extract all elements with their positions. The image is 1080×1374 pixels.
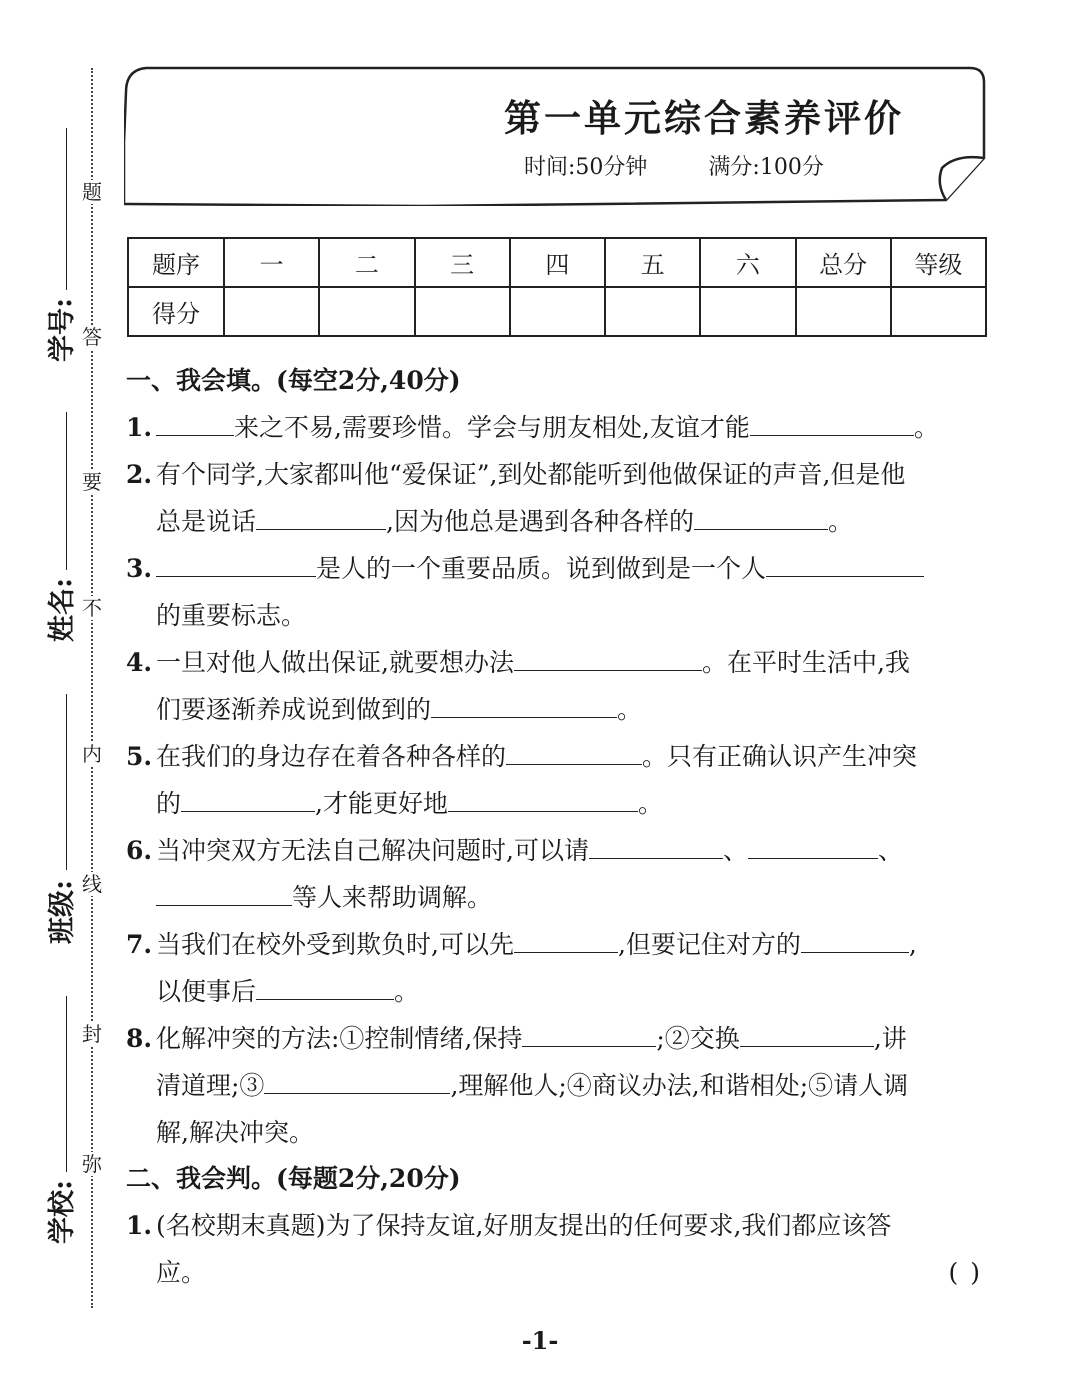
score-cell[interactable] — [510, 287, 605, 336]
question-text: 。 — [394, 977, 420, 1006]
question-text: ,才能更好地 — [315, 789, 448, 818]
score-cell[interactable] — [891, 287, 986, 336]
question-5 — [126, 733, 986, 780]
column-header: 四 — [510, 238, 605, 287]
question-text: 一旦对他人做出保证,就要想办法 — [156, 648, 514, 677]
question-text: 、 — [722, 836, 748, 865]
class-label: 班级: — [47, 880, 78, 944]
question-number: 3. — [126, 554, 153, 583]
question-8-line2 — [126, 1062, 986, 1109]
answer-blank[interactable] — [448, 781, 638, 812]
table-row — [128, 238, 986, 287]
question-7-line2 — [126, 968, 986, 1015]
question-text: 、 — [877, 836, 903, 865]
question-text: 。只有正确认识产生冲突 — [642, 742, 918, 771]
answer-blank[interactable] — [589, 828, 723, 859]
question-text: ,因为他总是遇到各种各样的 — [386, 507, 694, 536]
full-score: 满分:100分 — [708, 155, 824, 180]
column-header: 三 — [415, 238, 510, 287]
question-text: 化解冲突的方法:①控制情绪,保持 — [156, 1024, 523, 1053]
question-text: ,理解他人;④商议办法,和谐相处;⑤请人调 — [450, 1071, 909, 1100]
question-text: , — [908, 930, 917, 959]
question-8 — [126, 1015, 986, 1062]
question-text: 的 — [156, 789, 182, 818]
binding-word: 弥 — [82, 1152, 102, 1176]
answer-blank[interactable] — [156, 405, 234, 436]
question-text: 有个同学,大家都叫他“爱保证”,到处都能听到他做保证的声音,但是他 — [156, 460, 906, 489]
question-text: 等人来帮助调解。 — [292, 883, 493, 912]
question-text: 。 — [913, 413, 939, 442]
question-number: 6. — [126, 836, 153, 865]
answer-blank[interactable] — [256, 969, 394, 1000]
answer-blank[interactable] — [514, 922, 618, 953]
score-cell[interactable] — [415, 287, 510, 336]
question-number: 2. — [126, 460, 153, 489]
question-number: 7. — [126, 930, 153, 959]
score-cell[interactable] — [796, 287, 891, 336]
question-6 — [126, 827, 986, 874]
judge-question-1 — [126, 1202, 986, 1249]
answer-blank[interactable] — [514, 640, 702, 671]
page-title: 第一单元综合素养评价 — [504, 96, 904, 140]
question-text: 。 — [617, 695, 643, 724]
answer-blank[interactable] — [181, 781, 315, 812]
time-limit: 时间:50分钟 — [524, 155, 648, 180]
score-cell[interactable] — [605, 287, 700, 336]
question-text: 以便事后 — [156, 977, 257, 1006]
question-text: ;②交换 — [656, 1024, 740, 1053]
row-label-score: 得分 — [128, 287, 224, 336]
score-cell[interactable] — [319, 287, 414, 336]
question-4 — [126, 639, 986, 686]
question-text: 。在平时生活中,我 — [701, 648, 910, 677]
question-1 — [126, 404, 986, 451]
answer-blank[interactable] — [256, 499, 386, 530]
question-text: 。 — [637, 789, 663, 818]
answer-blank[interactable] — [740, 1016, 874, 1047]
section2-heading: 二、我会判。(每题2分,20分) — [126, 1164, 461, 1193]
section1-heading: 一、我会填。(每空2分,40分) — [126, 366, 461, 395]
question-text: 当冲突双方无法自己解决问题时,可以请 — [156, 836, 589, 865]
question-number: 4. — [126, 648, 153, 677]
answer-blank[interactable] — [750, 405, 914, 436]
question-7 — [126, 921, 986, 968]
page-number: -1- — [521, 1326, 559, 1355]
answer-blank[interactable] — [694, 499, 828, 530]
question-text: 。 — [827, 507, 853, 536]
name-rule — [66, 412, 67, 570]
question-2 — [126, 451, 986, 498]
column-header: 五 — [605, 238, 700, 287]
question-2-line2 — [126, 498, 986, 545]
question-number: 1. — [126, 413, 153, 442]
question-text: 来之不易,需要珍惜。学会与朋友相处,友谊才能 — [234, 413, 750, 442]
question-number: 1. — [126, 1211, 153, 1240]
column-header: 总分 — [796, 238, 891, 287]
answer-blank[interactable] — [156, 546, 316, 577]
question-text: 解,解决冲突。 — [156, 1118, 314, 1147]
score-table — [127, 237, 987, 337]
answer-blank[interactable] — [156, 875, 292, 906]
column-header: 一 — [224, 238, 319, 287]
column-header: 等级 — [891, 238, 986, 287]
score-cell[interactable] — [700, 287, 795, 336]
answer-blank[interactable] — [522, 1016, 656, 1047]
binding-word: 内 — [82, 742, 102, 766]
student-id-rule — [66, 128, 67, 290]
class-rule — [66, 694, 67, 870]
school-rule — [66, 996, 67, 1172]
binding-word: 不 — [82, 596, 102, 620]
student-id-label: 学号: — [47, 298, 78, 362]
question-text: ,但要记住对方的 — [617, 930, 801, 959]
binding-dotted-line — [91, 68, 93, 1308]
question-text: 们要逐渐养成说到做到的 — [156, 695, 432, 724]
judge-question-1-line2 — [126, 1249, 986, 1296]
question-4-line2 — [126, 686, 986, 733]
binding-word: 题 — [82, 180, 102, 204]
column-header: 二 — [319, 238, 414, 287]
answer-parentheses[interactable]: ( ) — [948, 1258, 982, 1287]
question-content — [126, 358, 986, 1296]
binding-word: 线 — [82, 872, 102, 896]
question-number: 5. — [126, 742, 153, 771]
binding-word: 要 — [82, 470, 102, 494]
name-label: 姓名: — [47, 578, 78, 642]
question-text: 在我们的身边存在着各种各样的 — [156, 742, 507, 771]
question-5-line2 — [126, 780, 986, 827]
header-banner — [124, 66, 986, 206]
exam-meta — [524, 150, 878, 181]
answer-blank[interactable] — [506, 734, 642, 765]
answer-blank[interactable] — [431, 687, 617, 718]
binding-word: 封 — [82, 1022, 102, 1046]
answer-blank[interactable] — [264, 1063, 450, 1094]
question-text: ,讲 — [873, 1024, 907, 1053]
answer-blank[interactable] — [748, 828, 878, 859]
school-label: 学校: — [47, 1180, 78, 1244]
question-text: 应。 — [156, 1258, 207, 1287]
question-text: 清道理;③ — [156, 1071, 265, 1100]
table-row — [128, 287, 986, 336]
row-label-question-order: 题序 — [128, 238, 224, 287]
question-6-line2 — [126, 874, 986, 921]
question-number: 8. — [126, 1024, 153, 1053]
question-text: 的重要标志。 — [156, 601, 307, 630]
question-text: 当我们在校外受到欺负时,可以先 — [156, 930, 514, 959]
question-text: 是人的一个重要品质。说到做到是一个人 — [316, 554, 767, 583]
binding-word: 答 — [82, 325, 102, 349]
answer-blank[interactable] — [801, 922, 909, 953]
score-cell[interactable] — [224, 287, 319, 336]
question-3 — [126, 545, 986, 592]
question-3-line2 — [126, 592, 986, 639]
question-text: 总是说话 — [156, 507, 257, 536]
answer-blank[interactable] — [766, 546, 924, 577]
column-header: 六 — [700, 238, 795, 287]
question-text: (名校期末真题)为了保持友谊,好朋友提出的任何要求,我们都应该答 — [156, 1211, 892, 1240]
question-8-line3 — [126, 1109, 986, 1156]
